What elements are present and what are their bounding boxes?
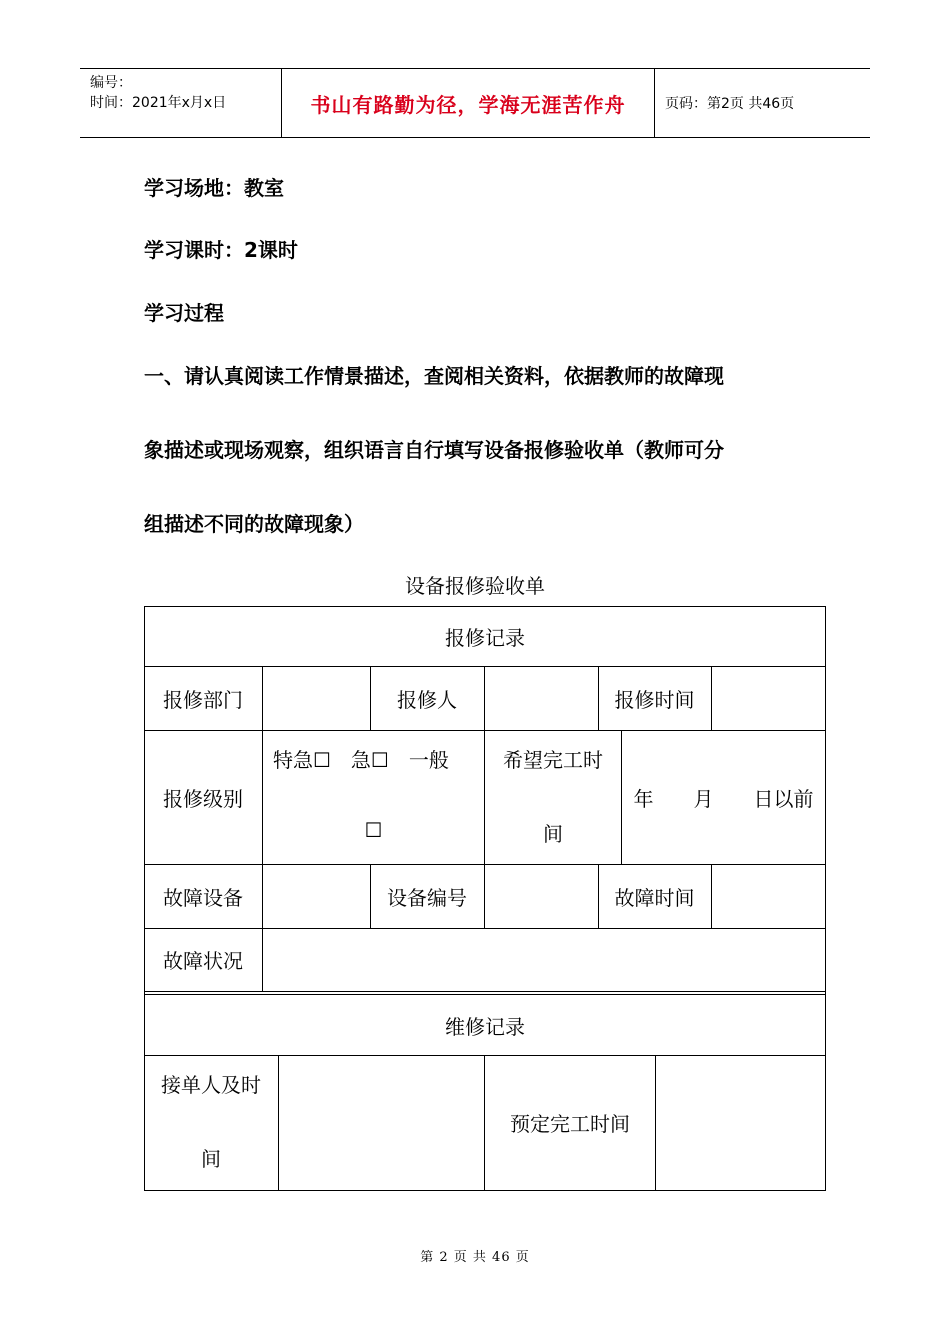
expected-finish-line: 间	[543, 822, 563, 846]
expected-finish-line: 希望完工时	[503, 748, 603, 772]
study-hours: 学习课时：2课时	[144, 238, 298, 262]
fault-time-field[interactable]	[712, 864, 825, 928]
table-border	[144, 991, 826, 992]
reporter-label: 报修人	[397, 687, 457, 712]
dept-field[interactable]	[263, 666, 370, 730]
receiver-line: 接单人及时	[161, 1073, 261, 1097]
expected-finish-label	[485, 730, 621, 864]
header-motto: 书山有路勤为径，学海无涯苦作舟	[310, 92, 626, 117]
level-options[interactable]	[263, 730, 484, 864]
fault-device-field[interactable]	[263, 864, 370, 928]
page-footer: 第 2 页 共 46 页	[420, 1250, 530, 1265]
task-text-line: 一、请认真阅读工作情景描述，查阅相关资料，依据教师的故障现	[144, 364, 724, 388]
dept-label: 报修部门	[163, 687, 243, 712]
header-page-number: 页码：第2页 共46页	[665, 96, 795, 112]
fault-time-label: 故障时间	[614, 885, 695, 910]
expected-finish-date[interactable]: 年 月 日以前	[633, 786, 814, 811]
table-border	[144, 1190, 826, 1191]
header-meta	[90, 73, 226, 113]
level-options-line[interactable]: 特急☐ 急☐ 一般	[273, 748, 449, 772]
level-label: 报修级别	[163, 786, 243, 811]
report-time-field[interactable]	[712, 666, 825, 730]
study-process-heading: 学习过程	[144, 301, 224, 325]
repair-acceptance-form	[144, 606, 826, 1191]
receiver-line: 间	[201, 1147, 221, 1171]
device-no-field[interactable]	[485, 864, 598, 928]
serial-label: 编号：	[90, 75, 132, 91]
repair-record-header: 报修记录	[445, 625, 525, 650]
reporter-field[interactable]	[485, 666, 598, 730]
form-title: 设备报修验收单	[405, 574, 545, 598]
date-label: 时间：2021年x月x日	[90, 95, 227, 111]
header-divider	[654, 69, 655, 137]
planned-finish-field[interactable]	[656, 1055, 825, 1190]
fault-status-field[interactable]	[263, 928, 825, 991]
task-text-line: 象描述或现场观察，组织语言自行填写设备报修验收单（教师可分	[144, 438, 724, 462]
level-checkbox[interactable]: ☐	[364, 818, 383, 842]
study-venue: 学习场地：教室	[144, 176, 284, 200]
receiver-field[interactable]	[279, 1055, 484, 1190]
maintenance-record-header: 维修记录	[445, 1014, 525, 1039]
page-header	[80, 68, 870, 138]
task-text-line: 组描述不同的故障现象）	[144, 512, 364, 536]
planned-finish-label: 预定完工时间	[510, 1112, 630, 1136]
receiver-label	[144, 1055, 278, 1190]
fault-status-label: 故障状况	[163, 949, 243, 973]
report-time-label: 报修时间	[614, 687, 695, 712]
device-no-label: 设备编号	[387, 885, 467, 910]
fault-device-label: 故障设备	[163, 885, 243, 910]
table-border	[825, 606, 826, 1191]
